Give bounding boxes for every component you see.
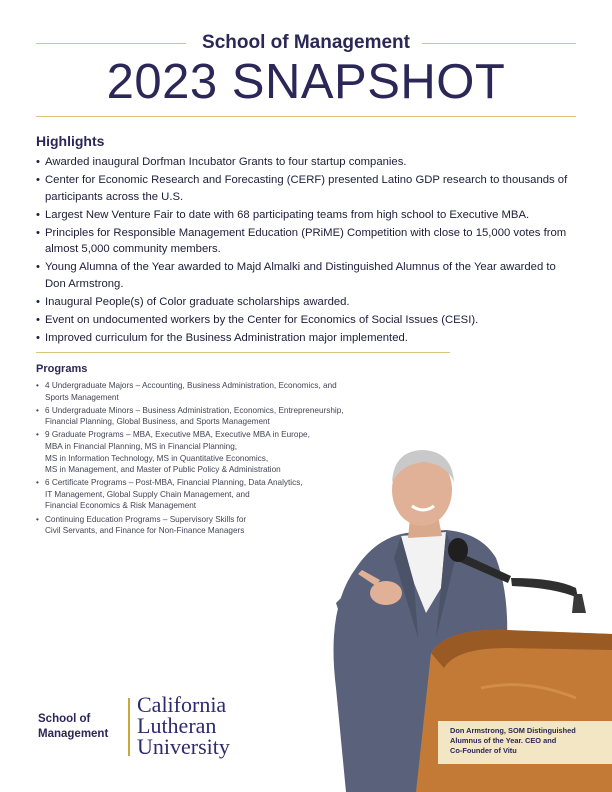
school-title: School of Management: [202, 32, 410, 53]
program-line: • 6 Undergraduate Minors – Business Administration, Economics, Entrepreneurship,: [45, 405, 344, 415]
logo-school-line: Management: [38, 728, 109, 740]
page-title: 2023 SNAPSHOT: [106, 55, 506, 109]
logo-university-line: California: [137, 692, 227, 717]
highlights-list: [36, 154, 576, 348]
highlight-item: • Center for Economic Research and Forecasting (CERF) presented Latino GDP research to thousands of participants across the U.S.: [36, 172, 576, 205]
title-divider: [36, 116, 576, 117]
program-item: [36, 380, 426, 403]
logo-school-line: School of: [38, 713, 91, 725]
caption-line: Co-Founder of Vitu: [450, 746, 517, 755]
logo-university-line: Lutheran: [137, 713, 217, 738]
program-item: [36, 405, 426, 428]
university-logo: [137, 694, 230, 757]
highlight-item: • Event on undocumented workers by the Center for Economics of Social Issues (CESI).: [36, 312, 576, 329]
highlight-item: • Awarded inaugural Dorfman Incubator Grants to four startup companies.: [36, 154, 576, 171]
program-line: • 6 Certificate Programs – Post-MBA, Financial Planning, Data Analytics,: [45, 478, 303, 488]
programs-heading: Programs: [36, 363, 88, 375]
logo-divider: [128, 698, 130, 756]
highlight-item: • Improved curriculum for the Business Administration major implemented.: [36, 330, 576, 347]
program-line: IT Management, Global Supply Chain Management, and: [45, 489, 250, 499]
program-line: • 4 Undergraduate Majors – Accounting, Business Administration, Economics, and: [45, 381, 337, 390]
program-line: • 9 Graduate Programs – MBA, Executive MBA, Executive MBA in Europe,: [45, 430, 310, 440]
program-line: • Continuing Education Programs – Supervisory Skills for: [45, 514, 247, 524]
photo-caption: [438, 721, 612, 764]
caption-line: Don Armstrong, SOM Distinguished: [450, 726, 576, 735]
highlights-heading: Highlights: [36, 133, 105, 149]
program-line: Financial Planning, Global Business, and Sports Management: [45, 417, 270, 427]
program-line: MS in Management, and Master of Public Policy & Administration: [45, 465, 281, 475]
school-logo-text: [38, 712, 108, 742]
highlight-item: • Principles for Responsible Management Education (PRiME) Competition with close to 15,000 votes from almost 5,000 community members.: [36, 225, 576, 258]
program-line: Financial Economics & Risk Management: [45, 501, 197, 511]
program-line: Civil Servants, and Finance for Non-Finance Managers: [45, 526, 245, 536]
program-line: MS in Information Technology, MS in Quantitative Economics,: [45, 453, 269, 463]
logo-university-line: University: [137, 734, 230, 759]
program-line: Sports Management: [45, 392, 119, 402]
caption-line: Alumnus of the Year. CEO and: [450, 736, 557, 745]
program-line: MBA in Financial Planning, MS in Financial Planning,: [45, 441, 238, 451]
highlight-item: • Young Alumna of the Year awarded to Majd Almalki and Distinguished Alumnus of the Year awarded to Don Armstrong.: [36, 259, 576, 292]
highlight-item: • Largest New Venture Fair to date with 68 participating teams from high school to Executive MBA.: [36, 207, 576, 224]
highlight-item: • Inaugural People(s) of Color graduate scholarships awarded.: [36, 294, 576, 311]
programs-divider: [36, 352, 450, 353]
